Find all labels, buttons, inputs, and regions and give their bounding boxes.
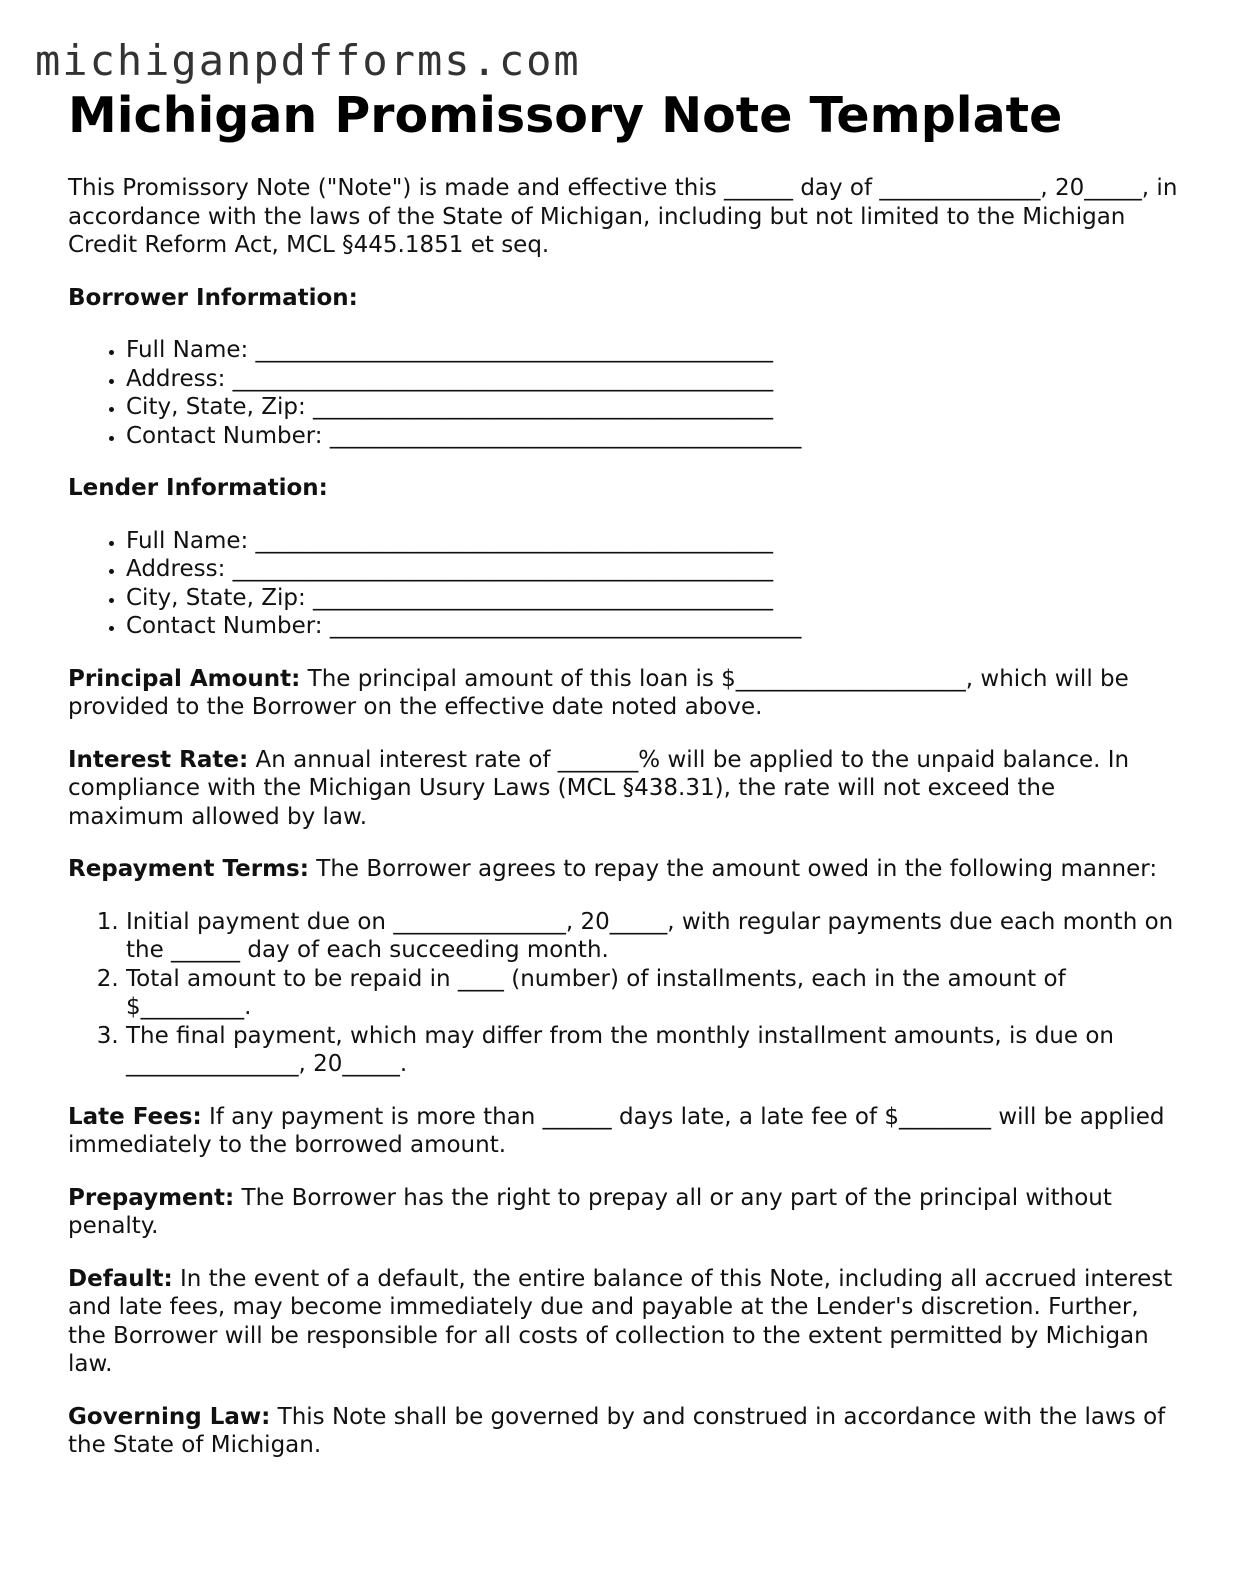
governing-law-section	[68, 1403, 1178, 1460]
prepayment-section	[68, 1184, 1178, 1241]
governing-law-text: This Note shall be governed by and construed in accordance with the laws of the State of Michigan.	[68, 1403, 1166, 1458]
principal-amount-label: Principal Amount:	[68, 665, 301, 692]
principal-amount-section	[68, 665, 1178, 722]
lender-city-state-zip-field: • City, State, Zip: ________________________________________	[126, 584, 1178, 613]
principal-amount-text: The principal amount of this loan is $____________________, which will be provided to the Borrower on the effective date noted above.	[68, 665, 1129, 720]
repayment-item-final-payment: 3. The final payment, which may differ from the monthly installment amounts, is due on _______________, 20_____.	[126, 1022, 1178, 1079]
interest-rate-label: Interest Rate:	[68, 746, 249, 773]
intro-paragraph: This Promissory Note ("Note") is made and effective this ______ day of ______________, 20_____, in accordance with the laws of the State of Michigan, including but not limited to the Michigan Credit Reform Act, MCL §445.1851 et seq.	[68, 175, 1178, 258]
late-fees-label: Late Fees:	[68, 1103, 202, 1130]
late-fees-text: If any payment is more than ______ days late, a late fee of $________ will be applied immediately to the borrowed amount.	[68, 1103, 1165, 1158]
repayment-item-initial-payment: 1. Initial payment due on _______________, 20_____, with regular payments due each month on the ______ day of each succeeding month.	[126, 908, 1178, 965]
prepayment-text: The Borrower has the right to prepay all or any part of the principal without penalty.	[68, 1184, 1112, 1239]
governing-law-label: Governing Law:	[68, 1403, 271, 1430]
lender-full-name-field: • Full Name: _____________________________________________	[126, 527, 1178, 556]
borrower-heading-label: Borrower Information:	[68, 284, 358, 311]
prepayment-label: Prepayment:	[68, 1184, 235, 1211]
repayment-terms-text: The Borrower agrees to repay the amount owed in the following manner:	[308, 856, 1158, 882]
default-section	[68, 1265, 1178, 1379]
repayment-terms-list	[68, 908, 1178, 1079]
repayment-terms-section	[68, 855, 1178, 884]
repayment-terms-label: Repayment Terms:	[68, 856, 309, 882]
document-page	[68, 88, 1178, 1484]
lender-heading-label: Lender Information:	[68, 475, 328, 501]
lender-heading	[68, 474, 1178, 503]
lender-fields-list	[68, 527, 1178, 641]
default-text: In the event of a default, the entire balance of this Note, including all accrued interest and late fees, may become immediately due and payable at the Lender's discretion. Further, the Borrower will be responsible for all costs of collection to the extent permitted by Michigan law.	[68, 1265, 1173, 1377]
borrower-heading	[68, 284, 1178, 313]
borrower-fields-list	[68, 336, 1178, 450]
borrower-address-field: • Address: _______________________________________________	[126, 365, 1178, 394]
default-label: Default:	[68, 1265, 173, 1292]
repayment-item-installments: 2. Total amount to be repaid in ____ (number) of installments, each in the amount of $_________.	[126, 965, 1178, 1022]
borrower-contact-number-field: • Contact Number: _________________________________________	[126, 422, 1178, 451]
site-watermark: michiganpdfforms.com	[35, 36, 581, 85]
borrower-full-name-field: • Full Name: _____________________________________________	[126, 336, 1178, 365]
interest-rate-text: An annual interest rate of _______% will be applied to the unpaid balance. In compliance with the Michigan Usury Laws (MCL §438.31), the rate will not exceed the maximum allowed by law.	[68, 746, 1130, 830]
lender-contact-number-field: • Contact Number: _________________________________________	[126, 612, 1178, 641]
lender-address-field: • Address: _______________________________________________	[126, 555, 1178, 584]
document-title: Michigan Promissory Note Template	[68, 87, 1063, 144]
late-fees-section	[68, 1103, 1178, 1160]
borrower-city-state-zip-field: • City, State, Zip: ________________________________________	[126, 393, 1178, 422]
interest-rate-section	[68, 746, 1178, 832]
